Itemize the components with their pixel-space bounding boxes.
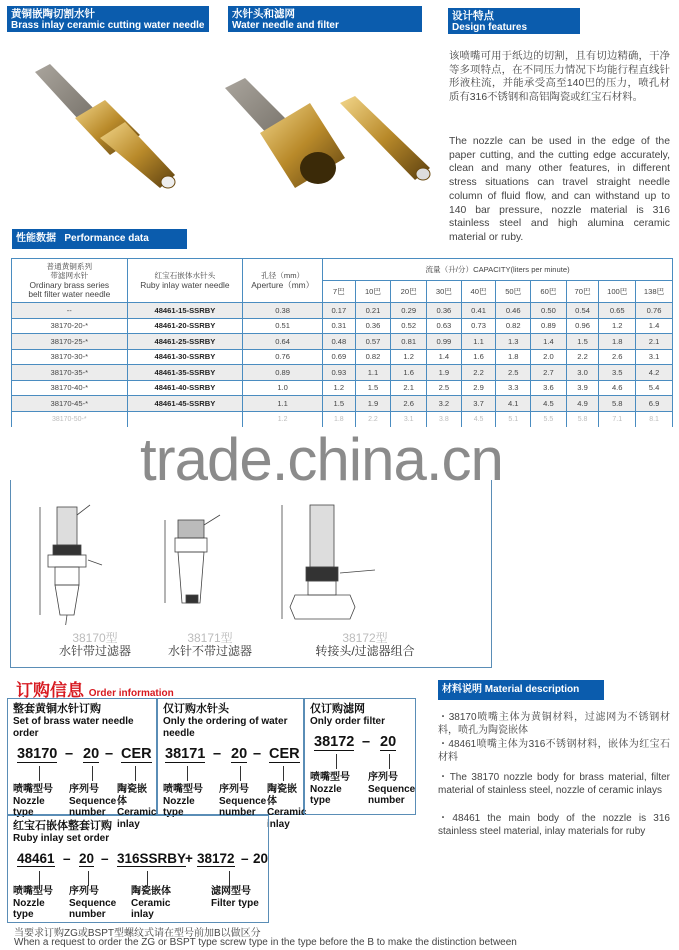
pressure-header: 50巴 (496, 281, 531, 303)
material-cn-2: ・48461喷嘴主体为316不锈钢材料，嵌体为红宝石材料 (438, 739, 670, 763)
cell-flow: 1.5 (566, 334, 599, 350)
cell-flow: 0.89 (531, 318, 567, 334)
material-en-2: ・48461 the main body of the nozzle is 316 stainless steel material, inlay materials for ruby (438, 813, 670, 837)
col-capacity: 流量（升/分）CAPACITY(liters per minute) (323, 259, 673, 281)
cell-flow: 2.6 (391, 396, 427, 412)
pressure-header: 60巴 (531, 281, 567, 303)
order-information-title: 订购信息 Order information (16, 681, 174, 700)
cell-flow: 0.63 (427, 318, 462, 334)
table-row (12, 303, 673, 319)
pressure-header: 40巴 (461, 281, 496, 303)
cell-brass: 38170-20-* (12, 318, 128, 334)
order-box-needle-only: 仅订购水针头 Only the ordering of water needle 38171 – 20 – CER 喷嘴型号 Nozzle type 序列号 Sequence number 陶瓷嵌体 Ceramic inlay (157, 698, 304, 815)
cell-flow: 0.54 (566, 303, 599, 319)
watermark: trade.china.cn (140, 426, 503, 493)
col-brass-series: 普通黄铜系列 带滤网水针 Ordinary brass series belt filter water needle (12, 259, 128, 303)
cell-flow: 0.96 (566, 318, 599, 334)
cell-flow: 1.4 (636, 318, 673, 334)
cell-flow: 6.9 (636, 396, 673, 412)
cell-flow: 0.57 (355, 334, 391, 350)
header-cn: 水针头和滤网 (232, 8, 295, 20)
drawing-caption-38171: 38171型 水针不带过滤器 (167, 631, 252, 658)
order-box-brass-set: 整套黄铜水针订购 Set of brass water needle order 38170 – 20 – CER 喷嘴型号 Nozzle type 序列号 Sequence number 陶瓷嵌体 Ceramic inlay (7, 698, 157, 815)
cell-ruby: 48461-45-SSRBY (127, 396, 243, 412)
pressure-header: 7巴 (323, 281, 356, 303)
table-row (12, 349, 673, 365)
cell-flow: 0.82 (496, 318, 531, 334)
technical-drawings (10, 495, 490, 625)
table-row (12, 396, 673, 412)
pressure-header: 10巴 (355, 281, 391, 303)
performance-data-header (12, 229, 187, 249)
cell-flow: 4.5 (531, 396, 567, 412)
cell-flow: 0.65 (599, 303, 636, 319)
cell-flow: 0.48 (323, 334, 356, 350)
cell-flow: 3.9 (566, 380, 599, 396)
cell-brass: 38170-35-* (12, 365, 128, 381)
cell-ruby: 48461-35-SSRBY (127, 365, 243, 381)
table-row (12, 334, 673, 350)
performance-title-cn: 性能数据 (16, 233, 56, 244)
cell-flow: 2.1 (391, 380, 427, 396)
cell-flow: 0.50 (531, 303, 567, 319)
cell-brass: -- (12, 303, 128, 319)
cell-ruby: 48461-15-SSRBY (127, 303, 243, 319)
cell-flow: 0.69 (323, 349, 356, 365)
cell-brass: 38170-45-* (12, 396, 128, 412)
cell-flow: 2.7 (531, 365, 567, 381)
pressure-header: 100巴 (599, 281, 636, 303)
cell-aperture: 1.0 (243, 380, 323, 396)
cell-flow: 3.6 (531, 380, 567, 396)
cell-flow: 0.31 (323, 318, 356, 334)
cell-flow: 1.8 (599, 334, 636, 350)
cell-flow: 0.29 (391, 303, 427, 319)
cell-brass: 38170-40-* (12, 380, 128, 396)
brass-needle-photo (30, 60, 180, 195)
table-row (12, 318, 673, 334)
design-features-en: The nozzle can be used in the edge of the paper cutting, and the cutting edge accurately, clean and many other features, in different stress situations can travel straight needle column of fluid flow, and can withstand up to 140 bar pressure, nozzle material is 316 stainless steel and high alumina ceramic material or ruby. (449, 136, 670, 243)
header-en: Brass inlay ceramic cutting water needle (11, 20, 205, 31)
cell-flow: 1.4 (531, 334, 567, 350)
table-row (12, 380, 673, 396)
cell-flow: 1.5 (355, 380, 391, 396)
drawing-caption-38170: 38170型 水针带过滤器 (58, 631, 131, 658)
cell-flow: 2.5 (427, 380, 462, 396)
col-aperture: 孔径（mm） Aperture（mm） (243, 259, 323, 303)
cell-flow: 0.36 (355, 318, 391, 334)
cell-aperture: 0.38 (243, 303, 323, 319)
cell-flow: 0.82 (355, 349, 391, 365)
cell-flow: 2.5 (496, 365, 531, 381)
header-cn: 黄铜嵌陶切割水针 (11, 8, 95, 20)
cell-flow: 0.46 (496, 303, 531, 319)
order-box-filter-only: 仅订购滤网 Only order filter 38172 – 20 喷嘴型号 Nozzle type 序列号 Sequence number (304, 698, 416, 815)
order-note-en: When a request to order the ZG or BSPT type screw type in the type before the B to make the distinction between (14, 937, 517, 948)
cell-flow: 5.8 (599, 396, 636, 412)
cell-flow: 0.41 (461, 303, 496, 319)
cell-flow: 0.36 (427, 303, 462, 319)
cell-flow: 0.76 (636, 303, 673, 319)
cell-flow: 0.73 (461, 318, 496, 334)
needle-and-filter-photo (220, 58, 435, 193)
cell-aperture: 0.89 (243, 365, 323, 381)
cell-flow: 4.6 (599, 380, 636, 396)
cell-flow: 0.21 (355, 303, 391, 319)
order-box-ruby-set: 红宝石嵌体整套订购 Ruby inlay set order 48461 – 20 – 316SSRBY + 38172 – 20 喷嘴型号 Nozzle type 序列号 Sequence number 陶瓷嵌体 Ceramic inlay 滤网型号 Filter type (7, 815, 269, 923)
cell-flow: 1.8 (496, 349, 531, 365)
cell-brass: 38170-30-* (12, 349, 128, 365)
cell-flow: 1.3 (496, 334, 531, 350)
header-en: Design features (452, 22, 528, 33)
cell-flow: 0.93 (323, 365, 356, 381)
cell-aperture: 0.76 (243, 349, 323, 365)
cell-flow: 5.4 (636, 380, 673, 396)
section-header-design-features (448, 8, 580, 34)
cell-flow: 4.2 (636, 365, 673, 381)
material-cn-1: ・38170喷嘴主体为黄铜材料，过滤网为不锈钢材料，喷孔为陶瓷嵌体 (438, 712, 670, 736)
cell-aperture: 0.51 (243, 318, 323, 334)
table-row (12, 365, 673, 381)
cell-flow: 0.17 (323, 303, 356, 319)
cell-flow: 1.2 (323, 380, 356, 396)
header-en: Water needle and filter (232, 20, 339, 31)
drawing-caption-38172: 38172型 转接头/过滤器组合 (315, 631, 415, 658)
section-header-brass-needle (7, 6, 209, 32)
cell-ruby: 48461-40-SSRBY (127, 380, 243, 396)
order-note-cn: 当要求订购ZG或BSPT型螺纹式请在型号前加B以做区分 (14, 928, 261, 939)
cell-flow: 3.3 (496, 380, 531, 396)
pressure-header: 30巴 (427, 281, 462, 303)
section-header-needle-filter (228, 6, 422, 32)
cell-flow: 4.9 (566, 396, 599, 412)
cell-ruby: 48461-30-SSRBY (127, 349, 243, 365)
cell-flow: 2.2 (566, 349, 599, 365)
cell-flow: 1.1 (461, 334, 496, 350)
cell-flow: 3.7 (461, 396, 496, 412)
material-en-1: ・The 38170 nozzle body for brass material, filter material of stainless steel, nozzle of ceramic inlays (438, 772, 670, 796)
cell-ruby: 48461-25-SSRBY (127, 334, 243, 350)
performance-table: 普通黄铜系列 带滤网水针 Ordinary brass series belt filter water needle 红宝石嵌体水针头 Ruby inlay water needle 孔径（mm） Aperture（mm） 流量（升/分）CAPACITY(liters per minute) 7巴 10巴 20巴 30巴 40巴 50巴 60巴 70巴 100巴 138巴 -- 48461-15-SSRBY 0.38 0.17 0.21 0.29 0.36 0.41 0.46 0.50 0.54 0.65 0.76 38170-20-* 48461-20-SSRBY 0.51 0.31 0.36 0.52 0.63 0.73 0.82 0.89 0.96 1.2 1.4 38170-25-* 48461-25-SSRBY 0.64 0.48 0.57 0.81 0.99 1.1 1.3 1.4 1.5 1.8 2.1 38170-30-* 48461-30-SSRBY 0.76 0.69 0.82 1.2 1.4 1.6 1.8 2.0 2.2 2.6 3.1 38170-35-* 48461-35-SSRBY 0.89 0.93 1.1 1.6 1.9 2.2 2.5 2.7 3.0 3.5 4.2 38170-40-* 48461-40-SSRBY 1.0 1.2 1.5 2.1 2.5 2.9 3.3 3.6 3.9 4.6 5.4 38170-45-* 48461-45-SSRBY 1.1 1.5 1.9 2.6 3.2 3.7 4.1 4.5 4.9 5.8 6.9 38170-50-* 1.2 1.8 2.2 3.1 3.8 4.5 5.1 5.5 5.8 7.1 8.1 (11, 258, 673, 427)
cell-flow: 2.0 (531, 349, 567, 365)
cell-flow: 1.2 (599, 318, 636, 334)
cell-flow: 2.9 (461, 380, 496, 396)
cell-flow: 2.1 (636, 334, 673, 350)
header-cn: 设计特点 (452, 10, 494, 22)
cell-flow: 0.81 (391, 334, 427, 350)
cell-flow: 1.4 (427, 349, 462, 365)
cell-brass: 38170-25-* (12, 334, 128, 350)
pressure-header: 70巴 (566, 281, 599, 303)
pressure-header: 138巴 (636, 281, 673, 303)
cell-flow: 1.9 (355, 396, 391, 412)
cell-flow: 1.1 (355, 365, 391, 381)
cell-ruby: 48461-20-SSRBY (127, 318, 243, 334)
cell-flow: 1.6 (461, 349, 496, 365)
cell-flow: 3.2 (427, 396, 462, 412)
cell-aperture: 0.64 (243, 334, 323, 350)
cell-flow: 1.9 (427, 365, 462, 381)
pressure-header: 20巴 (391, 281, 427, 303)
cell-flow: 1.5 (323, 396, 356, 412)
cell-flow: 2.2 (461, 365, 496, 381)
cell-flow: 1.2 (391, 349, 427, 365)
col-ruby-needle: 红宝石嵌体水针头 Ruby inlay water needle (127, 259, 243, 303)
cell-flow: 3.1 (636, 349, 673, 365)
cell-flow: 0.99 (427, 334, 462, 350)
performance-title-en: Performance data (64, 233, 149, 244)
material-description-header: 材料说明 Material description (438, 680, 604, 700)
design-features-cn: 该喷嘴可用于纸边的切割，且有切边精确，干净等多项特点，在不同压力情况下均能行程直线针形液柱流，并能承受高至140巴的压力，喷孔材质有316不锈钢和高铝陶瓷或红宝石材料。 (449, 51, 670, 104)
cell-flow: 2.6 (599, 349, 636, 365)
cell-flow: 4.1 (496, 396, 531, 412)
cell-flow: 3.5 (599, 365, 636, 381)
cell-flow: 3.0 (566, 365, 599, 381)
cell-flow: 0.52 (391, 318, 427, 334)
cell-flow: 1.6 (391, 365, 427, 381)
cell-aperture: 1.1 (243, 396, 323, 412)
